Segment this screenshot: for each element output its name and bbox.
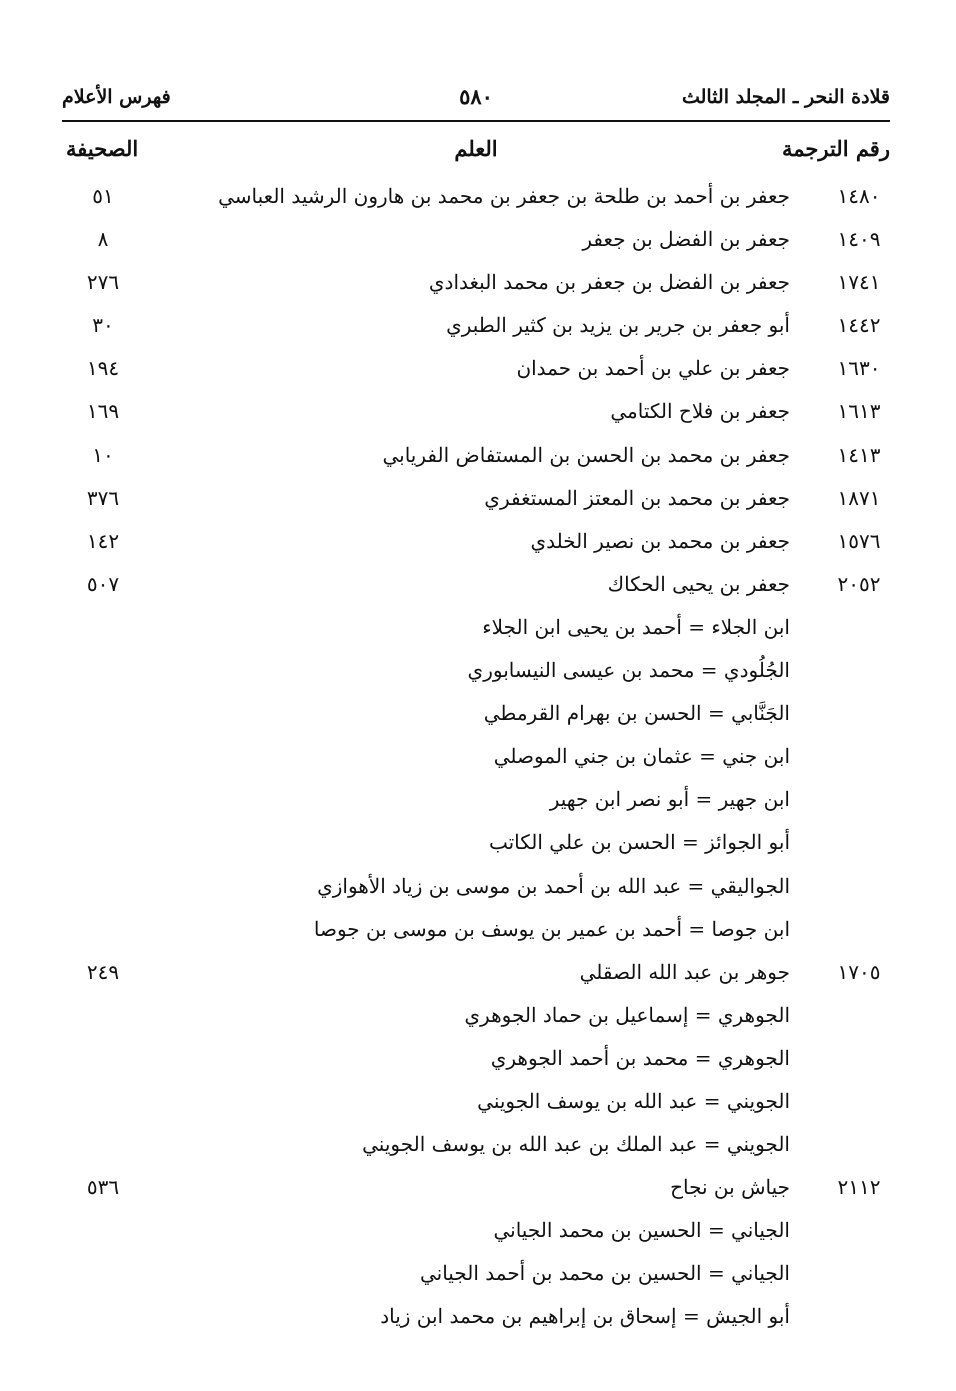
entry-number: ١٤٠٩ (837, 227, 881, 252)
entry-name: ابن جني = عثمان بن جني الموصلي (493, 744, 790, 769)
index-entry (62, 778, 890, 821)
entry-name: أبو الجوائز = الحسن بن علي الكاتب (488, 830, 790, 855)
entry-name: الجُلُودي = محمد بن عيسى النيسابوري (467, 658, 790, 683)
entry-name: جعفر بن محمد بن نصير الخلدي (530, 528, 790, 553)
book-title: قلادة النحر ـ المجلد الثالث (681, 86, 890, 108)
entry-number: ١٨٧١ (837, 485, 881, 510)
entry-number: ١٧٤١ (837, 270, 881, 295)
entry-name: ابن الجلاء = أحمد بن يحيى ابن الجلاء (482, 614, 790, 639)
entry-name: ابن جهير = أبو نصر ابن جهير (549, 787, 790, 812)
index-entry (62, 1252, 890, 1295)
entry-page: ٥٠٧ (86, 571, 120, 596)
index-entry (62, 520, 890, 563)
column-header-number: رقم الترجمة (781, 136, 890, 161)
entry-number: ١٥٧٦ (837, 528, 881, 553)
index-entry (62, 175, 890, 218)
entry-name: جعفر بن فلاح الكتامي (610, 399, 790, 424)
index-entry (62, 1209, 890, 1252)
index-entry (62, 1166, 890, 1209)
index-entry (62, 735, 890, 778)
entry-page: ١٩٤ (86, 356, 120, 381)
index-entry (62, 477, 890, 520)
entry-name: الجويني = عبد الله بن يوسف الجويني (477, 1088, 790, 1113)
entry-name: الجوهري = محمد بن أحمد الجوهري (490, 1045, 790, 1070)
index-entry (62, 606, 890, 649)
entry-number: ١٦١٣ (837, 399, 881, 424)
entry-number: ٢٠٥٢ (837, 571, 881, 596)
running-header (62, 82, 890, 116)
index-entry (62, 821, 890, 864)
entry-name: الجوهري = إسماعيل بن حماد الجوهري (464, 1002, 790, 1027)
index-entry (62, 261, 890, 304)
entry-page: ٣٠ (92, 313, 114, 338)
index-entry (62, 865, 890, 908)
index-entry (62, 649, 890, 692)
column-header-page: الصحيفة (66, 136, 139, 161)
index-entry (62, 218, 890, 261)
entry-number: ٢١١٢ (837, 1175, 881, 1200)
entry-name: أبو الجيش = إسحاق بن إبراهيم بن محمد ابن زياد (380, 1304, 790, 1329)
entry-name: جعفر بن محمد بن الحسن بن المستفاض الفريابي (382, 442, 790, 467)
entry-page: ٢٧٦ (86, 270, 120, 295)
entry-name: جعفر بن أحمد بن طلحة بن جعفر بن محمد بن هارون الرشيد العباسي (218, 184, 790, 208)
entry-page: ١٠ (92, 442, 114, 467)
entry-number: ١٤٨٠ (837, 184, 881, 208)
entry-name: ابن جوصا = أحمد بن عمير بن يوسف بن موسى بن جوصا (313, 916, 790, 941)
entry-name: جعفر بن الفضل بن جعفر بن محمد البغدادي (428, 270, 790, 295)
entry-page: ٨ (97, 227, 109, 252)
entry-number: ١٤١٣ (837, 442, 881, 467)
entry-page: ١٤٢ (86, 528, 120, 553)
entry-page: ٥٣٦ (86, 1175, 120, 1200)
entry-page: ١٦٩ (86, 399, 120, 424)
index-entry (62, 994, 890, 1037)
entry-page: ٥١ (92, 184, 114, 208)
index-entry (62, 951, 890, 994)
entry-name: جوهر بن عبد الله الصقلي (579, 959, 790, 984)
index-entry (62, 563, 890, 606)
page-number: ٥٨٠ (459, 84, 493, 109)
entry-name: الجياني = الحسين بن محمد بن أحمد الجياني (419, 1261, 790, 1286)
index-entry (62, 390, 890, 433)
index-entry (62, 1295, 890, 1338)
header-divider (62, 120, 890, 122)
entry-page: ٣٧٦ (86, 485, 120, 510)
entry-page: ٢٤٩ (86, 959, 120, 984)
entry-name: الجياني = الحسين بن محمد الجياني (493, 1218, 790, 1243)
index-entry (62, 304, 890, 347)
entry-name: جعفر بن محمد بن المعتز المستغفري (484, 485, 790, 510)
index-title: فهرس الأعلام (62, 86, 171, 108)
entry-name: جعفر بن الفضل بن جعفر (582, 227, 790, 252)
column-headers (62, 136, 890, 172)
entry-name: الجويني = عبد الملك بن عبد الله بن يوسف الجويني (362, 1132, 790, 1157)
entry-name: جعفر بن علي بن أحمد بن حمدان (516, 356, 790, 381)
index-entry (62, 1123, 890, 1166)
entry-name: الجَنَّابي = الحسن بن بهرام القرمطي (483, 701, 790, 726)
entry-name: جعفر بن يحيى الحكاك (607, 571, 790, 596)
entry-number: ١٤٤٢ (837, 313, 881, 338)
column-header-name: العلم (454, 136, 498, 161)
entry-name: الجواليقي = عبد الله بن أحمد بن موسى بن زياد الأهوازي (317, 873, 790, 898)
index-entry (62, 434, 890, 477)
entry-name: أبو جعفر بن جرير بن يزيد بن كثير الطبري (446, 313, 790, 338)
index-entry (62, 1037, 890, 1080)
index-entry (62, 1080, 890, 1123)
entry-number: ١٧٠٥ (837, 959, 881, 984)
index-entry (62, 908, 890, 951)
entry-number: ١٦٣٠ (837, 356, 881, 381)
index-entry (62, 347, 890, 390)
entry-name: جياش بن نجاح (670, 1175, 790, 1200)
index-entries (62, 175, 890, 1339)
index-entry (62, 692, 890, 735)
